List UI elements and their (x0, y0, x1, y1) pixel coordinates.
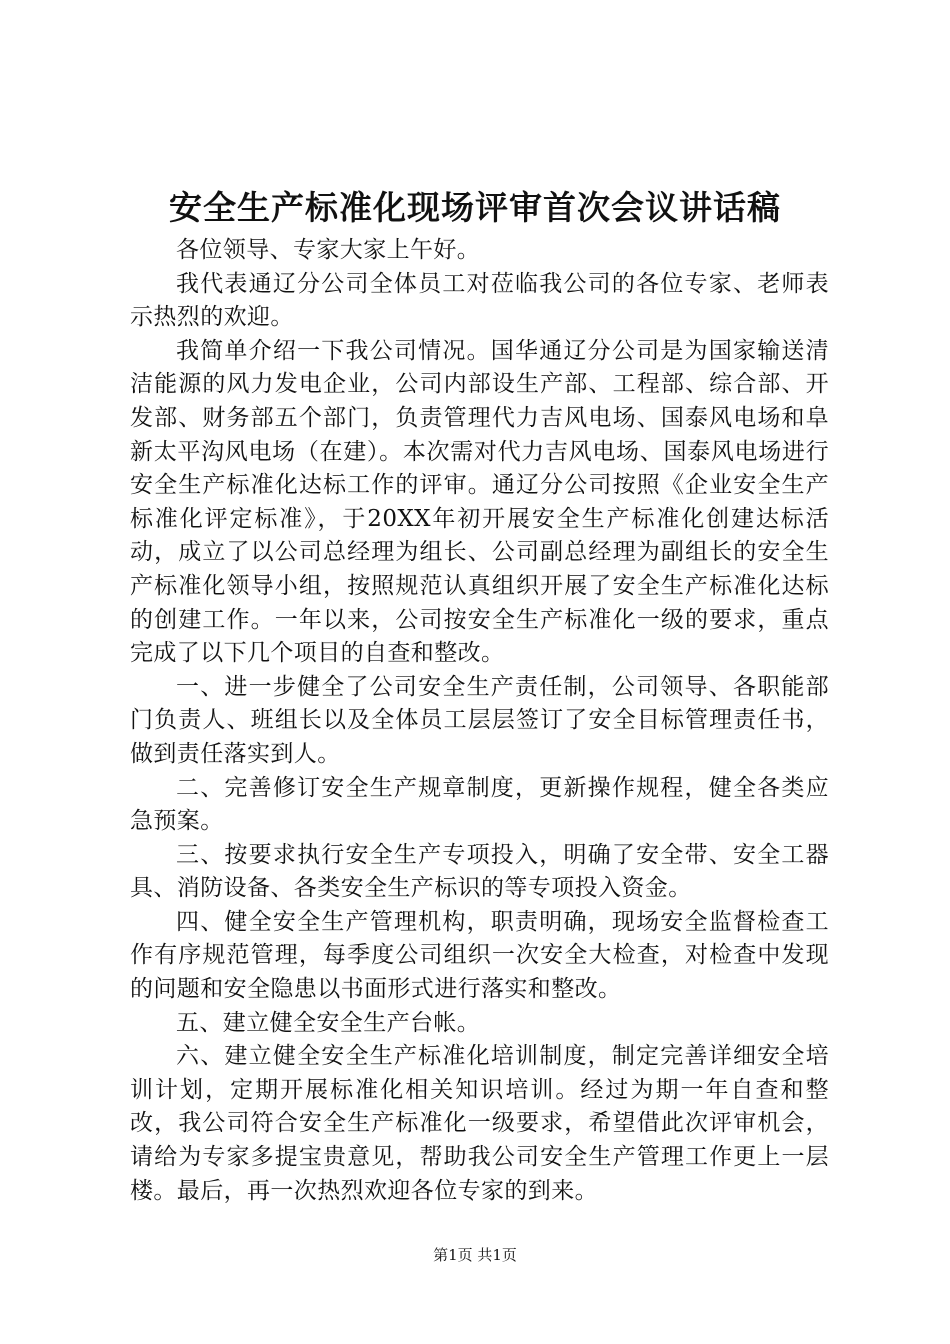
paragraph-greeting: 各位领导、专家大家上午好。 (176, 237, 481, 263)
paragraph-item-5: 五、建立健全安全生产台帐。 (176, 1009, 481, 1036)
paragraph-item-1: 一、进一步健全了公司安全生产责任制，公司领导、各职能部门负责人、班组长以及全体员工层层签订了安全目标管理责任书，做到责任落实到人。 (130, 673, 829, 767)
document-body (130, 234, 829, 1208)
document-title: 安全生产标准化现场评审首次会议讲话稿 (169, 188, 781, 227)
page-footer: 第1页 共1页 (433, 1246, 517, 1264)
paragraph-item-2: 二、完善修订安全生产规章制度，更新操作规程，健全各类应急预案。 (130, 774, 829, 835)
paragraph-item-6: 六、建立健全安全生产标准化培训制度，制定完善详细安全培训计划，定期开展标准化相关知识培训。经过为期一年自查和整改，我公司符合安全生产标准化一级要求，希望借此次评审机会，请给为专家多提宝贵意见，帮助我公司安全生产管理工作更上一层楼。最后，再一次热烈欢迎各位专家的到来。 (130, 1043, 829, 1204)
paragraph-item-3: 三、按要求执行安全生产专项投入，明确了安全带、安全工器具、消防设备、各类安全生产标识的等专项投入资金。 (130, 841, 829, 902)
paragraph-item-4: 四、健全安全生产管理机构，职责明确，现场安全监督检查工作有序规范管理，每季度公司组织一次安全大检查，对检查中发现的问题和安全隐患以书面形式进行落实和整改。 (130, 908, 829, 1003)
paragraph-welcome: 我代表通辽分公司全体员工对莅临我公司的各位专家、老师表示热烈的欢迎。 (130, 270, 829, 331)
paragraph-company-intro: 我简单介绍一下我公司情况。国华通辽分公司是为国家输送清洁能源的风力发电企业，公司内部设生产部、工程部、综合部、开发部、财务部五个部门，负责管理代力吉风电场、国泰风电场和阜新太平沟风电场（在建）。本次需对代力吉风电场、国泰风电场进行安全生产标准化达标工作的评审。通辽分公司按照《企业安全生产标准化评定标准》，于20XX年初开展安全生产标准化创建达标活动，成立了以公司总经理为组长、公司副总经理为副组长的安全生产标准化领导小组，按照规范认真组织开展了安全生产标准化达标的创建工作。一年以来，公司按安全生产标准化一级的要求，重点完成了以下几个项目的自查和整改。 (130, 337, 829, 667)
